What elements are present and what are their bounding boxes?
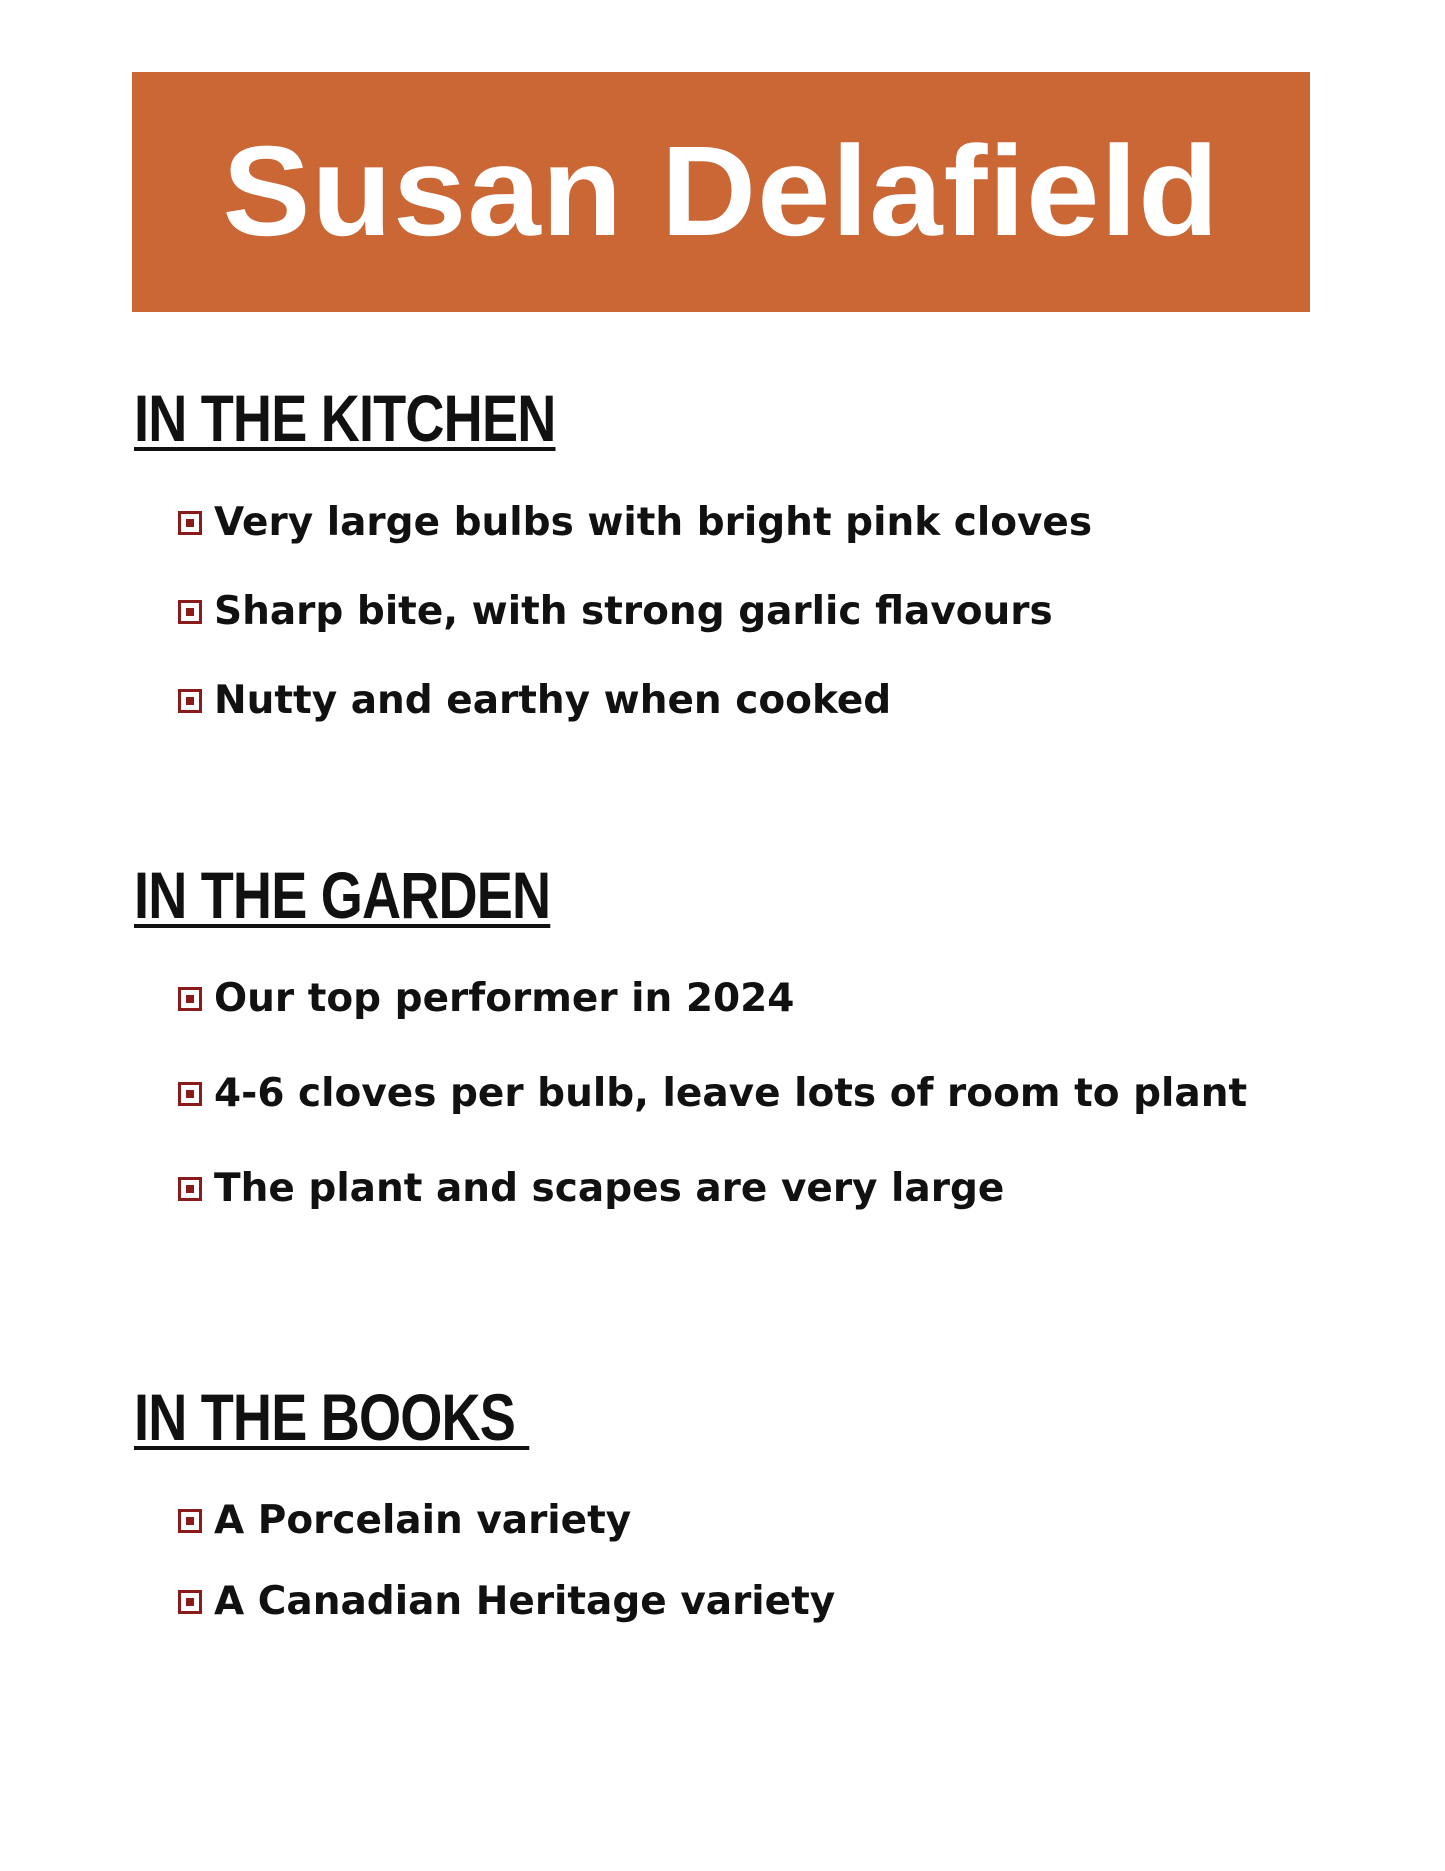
list-item [178,1498,632,1543]
section-books [134,1380,836,1624]
square-bullet-icon [178,1177,202,1201]
list-item [178,976,795,1021]
list-item-text: Sharp bite, with strong garlic flavours [214,589,1053,634]
section-heading-books: IN THE BOOKS [134,1380,530,1454]
section-kitchen [134,381,1093,723]
list-item-text: Very large bulbs with bright pink cloves [214,500,1093,545]
square-bullet-icon [178,987,202,1011]
list-item [178,589,1053,634]
list-item [178,1166,1005,1211]
list-item [178,1579,836,1624]
list-item-text: Our top performer in 2024 [214,976,795,1021]
list-item-text: A Porcelain variety [214,1498,632,1543]
list-item [178,500,1093,545]
list-item-text: A Canadian Heritage variety [214,1579,836,1624]
section-garden [134,858,1248,1211]
list-item-text: The plant and scapes are very large [214,1166,1005,1211]
square-bullet-icon [178,600,202,624]
square-bullet-icon [178,689,202,713]
section-heading-kitchen: IN THE KITCHEN [134,381,556,455]
square-bullet-icon [178,511,202,535]
title-banner [132,72,1310,312]
list-item-text: Nutty and earthy when cooked [214,678,892,723]
square-bullet-icon [178,1590,202,1614]
list-item [178,678,892,723]
page-title: Susan Delafield [222,120,1220,263]
list-item-text: 4-6 cloves per bulb, leave lots of room to plant [214,1071,1248,1116]
square-bullet-icon [178,1082,202,1106]
list-item [178,1071,1248,1116]
square-bullet-icon [178,1509,202,1533]
section-heading-garden: IN THE GARDEN [134,858,551,932]
